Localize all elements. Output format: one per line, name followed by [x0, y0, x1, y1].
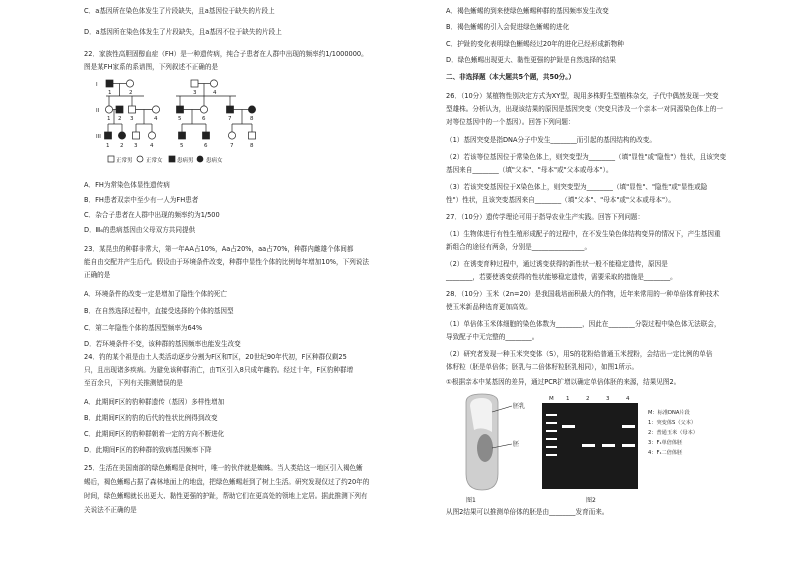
lane1-band [562, 425, 575, 428]
pedigree-II6 [200, 106, 207, 113]
right-text-line: （2）研究者发现一种玉米突变体（S），用S的花粉给普通玉米授粉，会结出一定比例的单倍 [446, 350, 713, 358]
right-text-line: 型雄株。分析认为，出现该结果的原因是基因突变（突变只涉及一个亲本一对同源染色体上的一 [446, 105, 723, 113]
figure-2-caption: 图2 [586, 497, 596, 504]
right-text-line: 基因来自________（填"父本"、"母本"或"父本或母本"）。 [446, 166, 613, 174]
left-text-line: B．FH患者双亲中至少有一人为FH患者 [84, 196, 199, 204]
lane3-band [602, 444, 615, 447]
legend-normal-female-icon [137, 156, 143, 162]
lane2-band [582, 444, 595, 447]
left-text-line: 22．家族性高胆固醇血症（FH）是一种遗传病，纯合子患者在人群中出现的频率约1/1000000。 [84, 50, 368, 58]
seed-embryo [477, 434, 493, 462]
pedigree-I3 [191, 80, 198, 87]
left-text-line: 图是某FH家系的系谱图，下列叙述不正确的是 [84, 63, 219, 71]
legend-affected-male-icon [169, 156, 175, 162]
gen1-num-3: 3 [193, 90, 197, 96]
right-text-line: （1）基因突变是指DNA分子中发生________而引起的基因结构的改变。 [446, 136, 656, 144]
left-text-line: B．在自然选择过程中，直接受选择的个体的基因型 [84, 307, 234, 315]
label-endosperm: 胚乳 [513, 403, 526, 410]
marker-band [546, 414, 557, 416]
gen-label-II: II [96, 108, 100, 114]
left-text-line: 25．生活在美国南部的绿色蜥蜴是食树叶，唯一的伙伴就是蜘蛛。当人类给这一地区引入褐色蜥 [84, 464, 363, 472]
pedigree-II1 [105, 106, 112, 113]
gel-legend-3: 3：F₁单倍体胚 [648, 440, 683, 446]
lane-label-1: 1 [566, 396, 570, 402]
legend-affected-male: 患病男 [177, 158, 194, 164]
gen1-num-1: 1 [108, 90, 112, 96]
pedigree-III8 [249, 132, 256, 139]
right-text-line: 使玉米新品种选育更加高效。 [446, 303, 532, 311]
legend-normal-female: 正常女 [146, 158, 163, 164]
legend-normal-male: 正常男 [116, 158, 133, 164]
pedigree-II8 [248, 106, 255, 113]
right-text-line: A．褐色蜥蜴的到来使绿色蜥蜴种群的基因频率发生改变 [446, 7, 609, 15]
figure-1-seed [452, 392, 532, 504]
left-text-line: C．第二年隐性个体的基因型频率为64% [84, 324, 203, 332]
gen1-num-2: 2 [129, 90, 133, 96]
legend-affected-female: 患病女 [206, 158, 223, 164]
left-text-line: C．a基因所在染色体发生了片段缺失，且a基因位于缺失的片段上 [84, 7, 275, 15]
gel-legend-2: 2：普通玉米（母本） [648, 430, 698, 436]
pedigree-II3 [129, 106, 136, 113]
lane-label-3: 3 [606, 396, 610, 402]
gel-legend-M: M：标准DNA片段 [648, 410, 690, 416]
left-text-line: 能自由交配并产生后代。假设由于环境条件改变，种群中显性个体的比例每年增加10%，下列说法 [84, 258, 369, 266]
right-text-line: 26．（10分）某植物性别决定方式为XY型，现用多株野生型植株杂交，子代中偶然发现一突变 [446, 92, 719, 100]
left-text-line: B．此期间F区的豹的后代的性状比例得到改变 [84, 414, 218, 422]
left-text-line: D．若环境条件不变，该种群的基因频率也能发生改变 [84, 340, 241, 348]
gen2-num-1: 1 [107, 116, 111, 122]
pedigree-II7 [227, 106, 234, 113]
pedigree-I4 [210, 80, 217, 87]
right-text-line: 对等位基因中的一个基因）。回答下列问题： [446, 118, 575, 126]
gen2-num-4: 4 [154, 116, 158, 122]
marker-band [546, 454, 557, 456]
gen1-num-4: 4 [213, 90, 217, 96]
right-text-line: ________，若要使诱变获得的性状能够稳定遗传，需要采取的措施是________。 [446, 273, 677, 281]
gen3-num-4: 4 [150, 143, 154, 149]
marker-band [546, 422, 557, 424]
left-text-line: C．杂合子患者在人群中出现的频率约为1/500 [84, 211, 220, 219]
gen-label-III: III [96, 134, 101, 140]
right-text-line: （1）生物体进行有性生殖形成配子的过程中，在不发生染色体结构变异的情况下，产生基因重 [446, 230, 721, 238]
gen3-num-7: 7 [230, 143, 234, 149]
left-text-line: D．Ⅲ₆的患病基因由父母双方共同提供 [84, 226, 196, 234]
pedigree-III3 [133, 132, 140, 139]
lane-label-M: M [549, 396, 554, 402]
left-text-line: 只，且出现诸多疾病。为避免该种群消亡，由T区引入8只成年雌豹。经过十年，F区豹种群增 [84, 366, 354, 374]
marker-band [546, 438, 557, 440]
pedigree-III2 [118, 132, 125, 139]
gen3-num-2: 2 [120, 143, 124, 149]
figure-2-gel [540, 392, 766, 504]
right-text-line: 从图2结果可以推测单倍体的胚是由________发育而来。 [446, 508, 609, 516]
gen2-num-8: 8 [250, 116, 254, 122]
pedigree-III1 [105, 132, 112, 139]
right-text-line: B．褐色蜥蜴的引入会促进绿色蜥蜴的进化 [446, 23, 570, 31]
left-text-line: 23．某昆虫的种群非常大，第一年AA占10%，Aa占20%，aa占70%，种群内雌雄个体间都 [84, 245, 354, 253]
right-text-line: C．护趾的变化表明绿色蜥蜴经过20年的进化已经形成新物种 [446, 40, 624, 48]
left-text-line: D．此期间F区的豹种群的致病基因频率下降 [84, 446, 212, 454]
pedigree-III6 [203, 132, 210, 139]
left-text-line: A．FH为常染色体显性遗传病 [84, 181, 170, 189]
gen3-num-6: 6 [204, 143, 208, 149]
lane-label-2: 2 [586, 396, 590, 402]
legend-normal-male-icon [108, 156, 114, 162]
gen-label-I: I [96, 82, 98, 88]
marker-band [546, 430, 557, 432]
lane4-band-a [622, 425, 635, 428]
lane-label-4: 4 [626, 396, 630, 402]
left-text-line: 蜴后，褐色蜥蜴占据了森林地面上的地盘，把绿色蜥蜴赶到了树上生活。研究发现仅过了约20年的 [84, 478, 370, 486]
gel-legend-4: 4：F₁二倍体胚 [648, 450, 683, 456]
right-text-line: 27．（10分）遗传学理论可用于指导农业生产实践。回答下列问题： [446, 213, 645, 221]
gen2-num-3: 3 [130, 116, 134, 122]
left-text-line: 至百余只，下列有关推测错误的是 [84, 379, 183, 387]
pedigree-II5 [177, 106, 184, 113]
left-text-line: A．环境条件的改变一定是增加了隐性个体的死亡 [84, 290, 227, 298]
right-text-line: 性"）性状，且该突变基因来自________（填"父本"、"母本"或"父本或母本"）。 [446, 196, 675, 204]
right-text-line: ①根据亲本中某基因的差异，通过PCR扩增以确定单倍体胚的来源，结果见图2。 [446, 378, 681, 386]
left-text-line: 正确的是 [84, 271, 111, 279]
pedigree-chart [96, 78, 276, 174]
pedigree-II2 [116, 106, 123, 113]
left-text-line: 时间，绿色蜥蜴就长出更大、黏性更强的护趾，帮助它们在更高处的领地上定居。据此推测下列有 [84, 492, 368, 500]
left-text-line: D．a基因所在染色体发生了片段缺失，且a基因不位于缺失的片段上 [84, 28, 282, 36]
right-text-line: 28．（10分）玉米（2n=20）是我国栽培面积最大的作物，近年来常用的一种单倍体育种技术 [446, 290, 720, 298]
left-text-line: A．此期间F区的豹种群遗传（基因）多样性增加 [84, 398, 225, 406]
right-text-line: （2）若该等位基因位于常染色体上，则突变型为________（填"显性"或"隐性"）性状，且该突变 [446, 153, 727, 161]
left-text-line: C．此期间F区的豹种群朝着一定的方向不断进化 [84, 430, 225, 438]
lane4-band-b [622, 444, 635, 447]
pedigree-I1 [106, 80, 113, 87]
gen2-num-2: 2 [118, 116, 122, 122]
right-text-line: （3）若该突变基因位于X染色体上，则突变型为________（填"显性"、"隐性"或"显性或隐 [446, 183, 708, 191]
gen3-num-8: 8 [250, 143, 254, 149]
left-text-line: 24．钓的某个祖是由土人类活动逐步分割为F区和T区，20世纪90年代初，F区种群仅剩25 [84, 353, 347, 361]
right-text-line: （1）单倍体玉米体细胞的染色体数为________，因此在________分裂过程中染色体无法联会， [446, 320, 721, 328]
right-text-line: 导致配子中无完整的________。 [446, 333, 539, 341]
gel-legend-1: 1：突变体S（父本） [648, 420, 697, 426]
pedigree-III7 [228, 132, 235, 139]
right-text-line: 二、非选择题（本大题共5个题，共50分。） [446, 73, 576, 81]
legend-affected-female-icon [197, 156, 203, 162]
gen2-num-6: 6 [202, 116, 206, 122]
gen2-num-5: 5 [178, 116, 182, 122]
right-text-line: 体籽粒（胚是单倍体；胚乳与二倍体籽粒胚乳相同），如图1所示。 [446, 363, 639, 371]
pedigree-II4 [152, 106, 159, 113]
pedigree-I2 [126, 80, 133, 87]
right-text-line: 新组合的途径有两条，分别是________________。 [446, 243, 592, 251]
figure-1-caption: 图1 [466, 497, 476, 504]
pedigree-III5 [179, 132, 186, 139]
gen2-num-7: 7 [228, 116, 232, 122]
gen3-num-5: 5 [180, 143, 184, 149]
gen3-num-1: 1 [106, 143, 110, 149]
gen3-num-3: 3 [134, 143, 138, 149]
right-text-line: （2）在诱变育种过程中，通过诱变获得的新性状一般不能稳定遗传，原因是 [446, 260, 668, 268]
marker-band [546, 446, 557, 448]
left-text-line: 关说法不正确的是 [84, 506, 137, 514]
pedigree-III4 [148, 132, 155, 139]
right-text-line: D．绿色蜥蜴出现更大、黏性更强的护趾是自然选择的结果 [446, 56, 616, 64]
label-embryo: 胚 [513, 441, 520, 448]
